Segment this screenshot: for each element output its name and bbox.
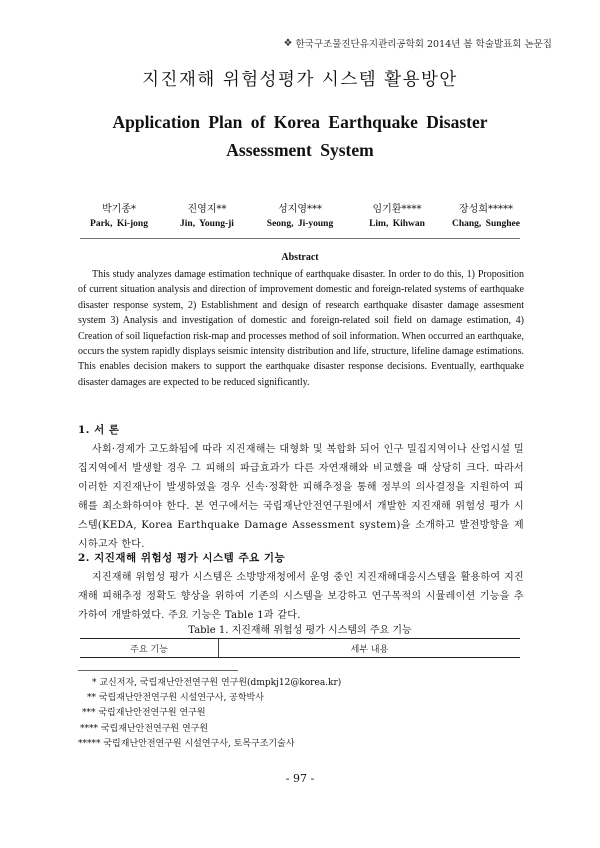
author (421, 202, 551, 232)
table-1 (80, 638, 520, 658)
footnote: **** 국립재난안전연구원 연구원 (80, 723, 209, 734)
footnote: ***** 국립재난안전연구원 시설연구사, 토목구조기술사 (78, 738, 295, 749)
header-divider (80, 238, 520, 239)
author-name-english: Lim, Kihwan (369, 219, 425, 229)
section-heading: 2. 지진재해 위험성 평가 시스템 주요 기능 (78, 552, 286, 564)
running-header (284, 36, 552, 50)
author-name-korean: 임기환**** (372, 204, 422, 215)
author-name-english: Park, Ki-jong (90, 219, 148, 229)
page-number: - 97 - (285, 772, 315, 785)
title-english-line1: Application Plan of Korea Earthquake Disaster (112, 112, 488, 132)
table-caption: Table 1. 지진재해 위험성 평가 시스템의 주요 기능 (188, 625, 412, 636)
footnote: * 교신저자, 국립재난안전연구원 연구원(dmpkj12@korea.kr) (92, 678, 342, 688)
author-name-korean: 진영지** (187, 204, 227, 215)
table-header-row (80, 639, 520, 658)
footnote-divider (78, 670, 238, 671)
section-paragraph: 지진재해 위험성 평가 시스템은 소방방재청에서 운영 중인 지진재해대응시스템을 활용하여 지진재해 피해추정 정확도 향상을 위하여 기존의 시스템을 보강하고 연구목적의 시뮬레이션 기능을 추가하여 개발하였다. 주요 기능은 Table 1과 같다. (78, 572, 524, 621)
author-name-english: Jin, Young-ji (180, 219, 234, 229)
author-name-english: Chang, Sunghee (452, 219, 520, 229)
table-header-cell: 주요 기능 (80, 639, 219, 658)
footnote: ** 국립재난안전연구원 시설연구사, 공학박사 (87, 693, 264, 704)
abstract-body: This study analyzes damage estimation technique of earthquake disaster. In order to do this, 1) Proposition of current situation analysis and direction of improvement domestic and foreign-related systems of earthquake disaster response system, 2) Establishment and design of research earthquake disaster damage assesment system 3) Analysis and investigation of domestic and foreign-related soil field on damage estimation, 4) Creation of soil liquefaction risk-map and processes method of soil information. When occurred an earthquake, occurs the system rapidly displays seismic intensity distribution and life, structure, lifeline damage estimations. This enables decision makers to support the earthquake disaster response decisions. Eventually, earthquake disaster damages are expected to be reduced significantly. (78, 269, 524, 388)
table-header-cell: 세부 내용 (219, 639, 521, 658)
abstract-heading: Abstract (281, 252, 319, 263)
diamond-bullet-icon: ❖ (283, 37, 293, 49)
author-name-english: Seong, Ji-young (266, 219, 334, 229)
author-name-korean: 박기종* (102, 204, 136, 215)
title-korean: 지진재해 위험성평가 시스템 활용방안 (142, 70, 458, 90)
footnote: *** 국립재난안전연구원 연구원 (82, 708, 206, 719)
author-name-korean: 성지영*** (278, 204, 322, 215)
journal-name: 한국구조물진단유지관리공학회 2014년 봄 학술발표회 논문집 (295, 39, 552, 50)
footnotes (78, 676, 341, 752)
author-name-korean: 장성희***** (459, 204, 513, 215)
section-paragraph: 사회·경제가 고도화됨에 따라 지진재해는 대형화 및 복합화 되어 인구 밀집지역이나 산업시설 밀집지역에서 발생할 경우 그 피해의 파급효과가 다른 자연재해와 비교했을 때 상당히 크다. 따라서 이러한 지진재난이 발생하였을 경우 신속·정확한 피해추정을 통해 정부의 의사결정을 지원하여 피해를 최소화하여야 한다. 본 연구에서는 국립재난안전연구원에서 개발한 지진재해 위험성 평가 시스템(KEDA, Korea Earthquake Damage Assessment system)을 소개하고 발전방향을 제시하고자 한다. (78, 444, 524, 550)
section-heading: 1. 서 론 (78, 424, 120, 436)
title-english-line2: Assessment System (226, 140, 374, 160)
